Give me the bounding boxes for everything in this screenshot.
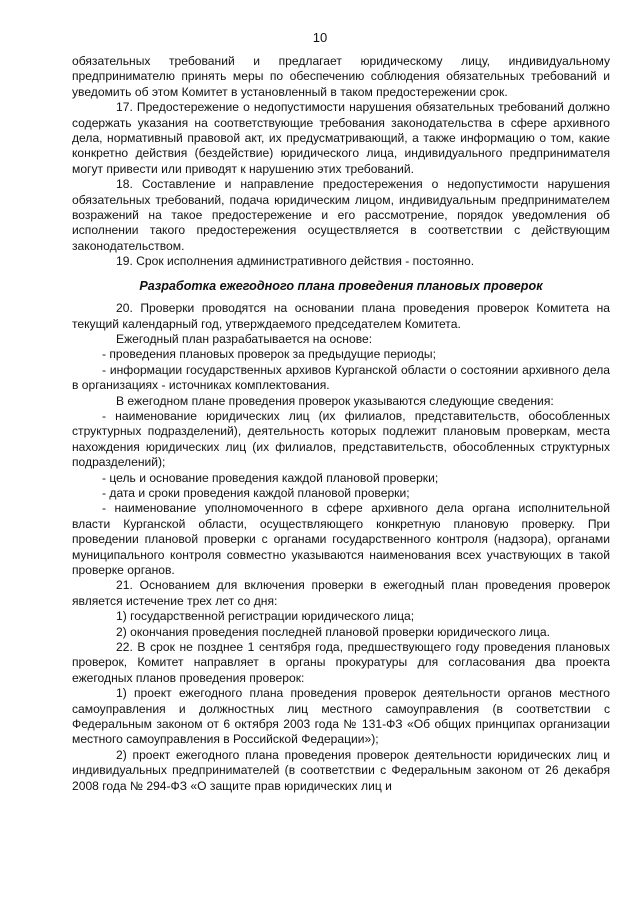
paragraph: 21. Основанием для включения проверки в ежегодный план проведения проверок является истечение трех лет со дня: [72,578,610,608]
paragraph: 17. Предостережение о недопустимости нарушения обязательных требований должно содержать указания на соответствующие требования законодательства в сфере архивного дела, нормативный правовой акт, их предусматривающий, а также информацию о том, какие конкретно действия (бездействие) юридического лица, индивидуального предпринимателя могут привести или приводят к нарушению этих требований. [72,100,610,176]
paragraph: 20. Проверки проводятся на основании плана проведения проверок Комитета на текущий календарный год, утверждаемого председателем Комитета. [72,301,610,331]
paragraph: 18. Составление и направление предостережения о недопустимости нарушения обязательных требований, подача юридическим лицом, индивидуальным предпринимателем возражений на такое предостережение и его рассмотрение, порядок уведомления об исполнении такого предостережения осуществляется в соответствии с действующим законодательством. [72,177,610,253]
paragraph: - цель и основание проведения каждой плановой проверки; [102,470,439,485]
paragraph: 1) государственной регистрации юридического лица; [116,609,415,624]
paragraph: - проведения плановых проверок за предыдущие периоды; [102,347,436,362]
document-body [72,54,610,794]
section-heading: Разработка ежегодного плана проведения плановых проверок [139,278,543,293]
paragraph: 2) проект ежегодного плана проведения проверок деятельности юридических лиц и индивидуальных предпринимателей (в соответствии с Федеральным законом от 26 декабря 2008 года № 294-ФЗ «О защите прав юридических лиц и [72,747,610,793]
paragraph: 1) проект ежегодного плана проведения проверок деятельности органов местного самоуправления и должностных лиц местного самоуправления (в соответствии с Федеральным законом от 6 октября 2003 года № 131-ФЗ «Об общих принципах организации местного самоуправления в Российской Федерации»); [72,686,610,747]
paragraphs-after-heading [72,301,610,794]
page-number: 10 [312,30,328,45]
paragraphs-before-heading [72,54,610,270]
paragraph: - наименование уполномоченного в сфере архивного дела органа исполнительной власти Курганской области, осуществляющего конкретную плановую проверку. При проведении плановой проверки с органами государственного контроля (надзора), органами муниципального контроля совместно указываются наименования всех участвующих в такой проверке органов. [72,501,610,577]
paragraph: 22. В срок не позднее 1 сентября года, предшествующего году проведения плановых проверок, Комитет направляет в органы прокуратуры для согласования два проекта ежегодных планов проведения проверок: [72,640,610,685]
paragraph: 19. Срок исполнения административного действия - постоянно. [116,254,475,269]
paragraph: - информации государственных архивов Курганской области о состоянии архивного дела в организациях - источниках комплектования. [72,362,610,393]
paragraph: обязательных требований и предлагает юридическому лицу, индивидуальному предпринимателю принять меры по обеспечению соблюдения обязательных требований и уведомить об этом Комитет в установленный в таком предостережении срок. [72,54,610,99]
paragraph: 2) окончания проведения последней плановой проверки юридического лица. [116,624,550,639]
paragraph: В ежегодном плане проведения проверок указываются следующие сведения: [116,393,554,408]
paragraph: - наименование юридических лиц (их филиалов, представительств, обособленных структурных подразделений), деятельность которых подлежит плановым проверкам, места нахождения юридических лиц (их филиалов, представительств, обособленных структурных подразделений); [72,408,610,470]
paragraph: Ежегодный план разрабатывается на основе: [116,331,373,346]
paragraph: - дата и сроки проведения каждой плановой проверки; [102,485,410,500]
